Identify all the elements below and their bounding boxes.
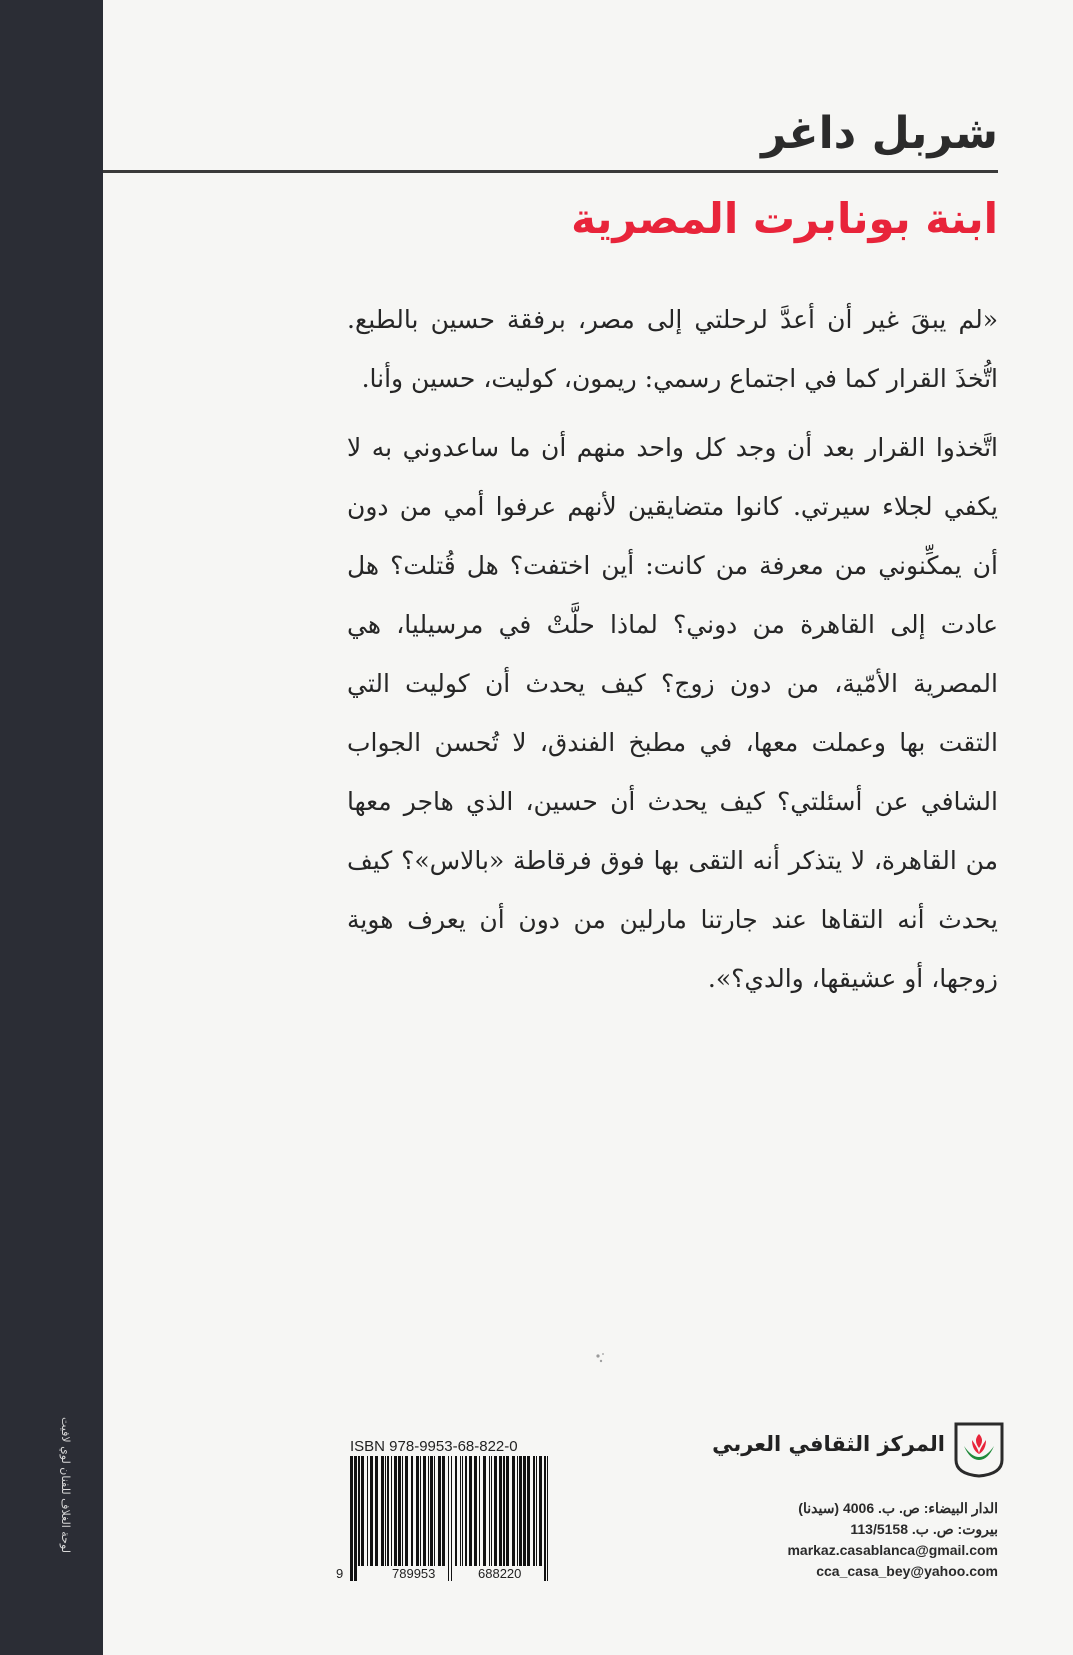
barcode-bar <box>517 1456 518 1566</box>
barcode-bar <box>423 1456 426 1566</box>
barcode-bar <box>503 1456 505 1566</box>
publisher-contacts <box>787 1498 998 1582</box>
barcode-bar <box>398 1456 401 1566</box>
barcode-bar <box>402 1456 403 1566</box>
publisher-name: المركز الثقافي العربي <box>712 1432 945 1456</box>
contact-email-gmail: markaz.casablanca@gmail.com <box>787 1542 998 1558</box>
book-title: ابنة بونابرت المصرية <box>571 194 998 243</box>
barcode-bar <box>420 1456 421 1566</box>
barcode-bar <box>405 1456 408 1566</box>
barcode-bar <box>536 1456 537 1566</box>
barcode-bar <box>370 1456 373 1566</box>
barcode-bar <box>375 1456 378 1566</box>
barcode-bar <box>361 1456 364 1566</box>
barcode-bar <box>354 1456 357 1581</box>
barcode-bar <box>428 1456 429 1566</box>
publisher-logo-icon <box>952 1420 1006 1478</box>
cover-art-credit: لوحة الغلاف للفنان لوي لافيت <box>59 1416 72 1553</box>
barcode-bar <box>391 1456 392 1566</box>
isbn-barcode <box>348 1456 552 1581</box>
barcode-bar <box>411 1456 413 1566</box>
contact-casablanca: الدار البيضاء: ص. ب. 4006 (سيدنا) <box>798 1500 998 1516</box>
barcode-digits-left: 789953 <box>388 1566 439 1581</box>
barcode-bar <box>442 1456 445 1566</box>
barcode-bar <box>455 1456 457 1566</box>
barcode-bar <box>512 1456 515 1566</box>
barcode-digit-first: 9 <box>336 1566 344 1581</box>
barcode-bar <box>479 1456 480 1566</box>
barcode-bar <box>394 1456 397 1566</box>
barcode-bar <box>499 1456 502 1566</box>
contact-email-yahoo: cca_casa_bey@yahoo.com <box>816 1563 998 1579</box>
barcode-bar <box>350 1456 353 1581</box>
isbn-label: ISBN 978-9953-68-822-0 <box>350 1438 518 1455</box>
barcode-bar <box>489 1456 490 1566</box>
barcode-bar <box>434 1456 435 1566</box>
barcode-bar <box>387 1456 389 1566</box>
book-spine <box>0 0 103 1655</box>
barcode-bar <box>462 1456 463 1566</box>
barcode-bar <box>539 1456 542 1566</box>
barcode-bar <box>547 1456 548 1581</box>
barcode-bar <box>483 1456 486 1566</box>
barcode-bar <box>448 1456 449 1581</box>
barcode-bar <box>491 1456 492 1566</box>
barcode-bar <box>506 1456 509 1566</box>
barcode-bar <box>416 1456 419 1566</box>
barcode-bar <box>430 1456 433 1566</box>
barcode-bar <box>533 1456 535 1566</box>
barcode-bar <box>381 1456 384 1566</box>
barcode-digits-right: 688220 <box>474 1566 525 1581</box>
barcode-bar <box>451 1456 452 1581</box>
barcode-bar <box>465 1456 467 1566</box>
title-divider <box>103 170 998 173</box>
barcode-bar <box>438 1456 441 1566</box>
author-name: شربل داغر <box>761 108 998 159</box>
barcode-bar <box>544 1456 546 1581</box>
back-cover-blurb <box>347 290 998 1008</box>
barcode-bar <box>469 1456 472 1566</box>
blurb-paragraph: اتَّخذوا القرار بعد أن وجد كل واحد منهم أن ما ساعدوني به لا يكفي لجلاء سيرتي. كانوا متضايقين لأنهم عرفوا أمي من دون أن يمكِّنوني من معرفة من كانت: أين اختفت؟ هل قُتلت؟ هل عادت إلى القاهرة من دوني؟ لماذا حلَّتْ في مرسيليا، هي المصرية الأمّية، من دون زوج؟ كيف يحدث أن كوليت التي التقت بها وعملت معها، في مطبخ الفندق، لا تُحسن الجواب الشافي عن أسئلتي؟ كيف يحدث أن حسين، الذي هاجر معها من القاهرة، لا يتذكر أنه التقى بها فوق فرقاطة «بالاس»؟ كيف يحدث أنه التقاها عند جارتنا مارلين من دون أن يعرف هوية زوجها، أو عشيقها، والدي؟». <box>347 433 998 993</box>
barcode-bar <box>385 1456 386 1566</box>
print-speck <box>593 1350 609 1366</box>
contact-beirut: بيروت: ص. ب. 113/5158 <box>850 1521 998 1537</box>
barcode-bar <box>367 1456 368 1566</box>
barcode-bar <box>523 1456 526 1566</box>
barcode-bar <box>460 1456 461 1566</box>
barcode-bar <box>358 1456 360 1566</box>
barcode-bar <box>519 1456 522 1566</box>
blurb-paragraph: «لم يبقَ غير أن أعدَّ لرحلتي إلى مصر، برفقة حسين بالطبع. اتُّخذَ القرار كما في اجتماع رسمي: ريمون، كوليت، حسين وأنا. <box>347 305 998 393</box>
barcode-bar <box>494 1456 497 1566</box>
barcode-bar <box>474 1456 477 1566</box>
barcode-bar <box>527 1456 530 1566</box>
